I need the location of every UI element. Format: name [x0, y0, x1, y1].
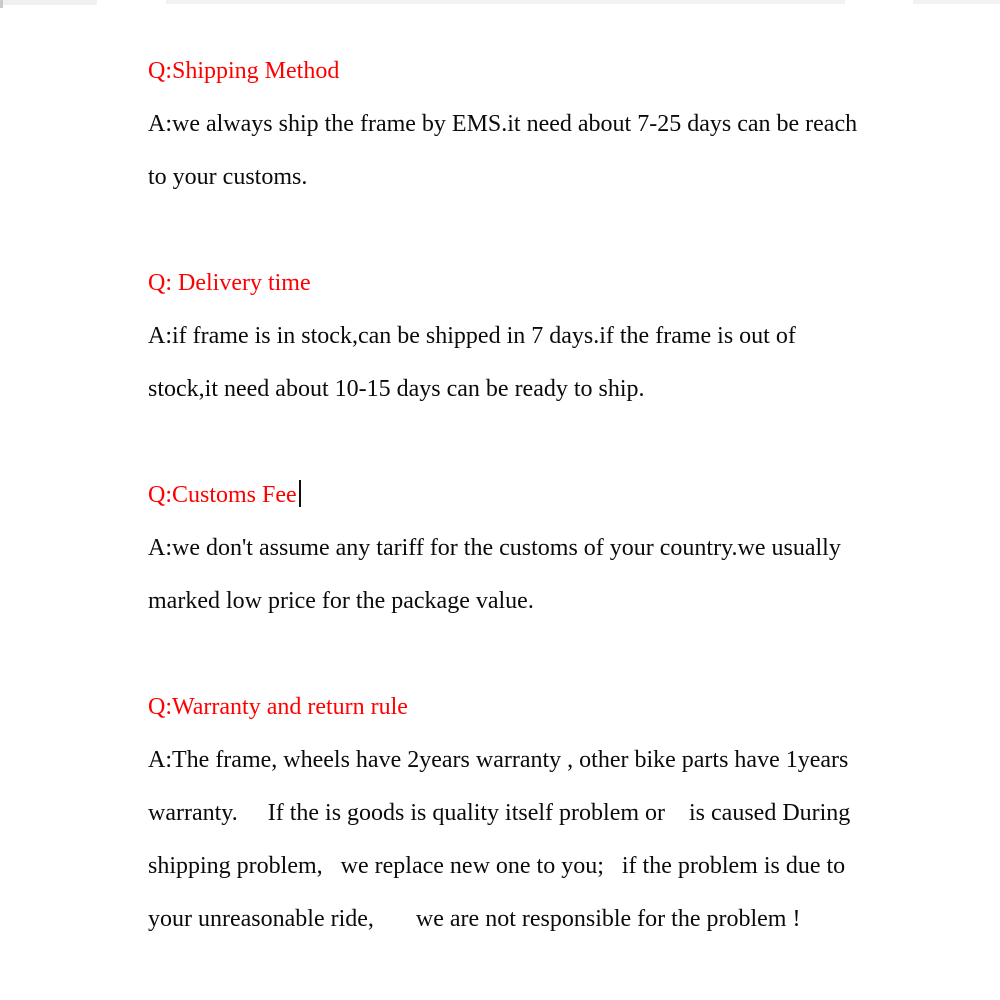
top-border-fragment: [166, 0, 845, 4]
question-heading-text: Q:Customs Fee: [148, 482, 297, 508]
faq-section-customs-fee: [0, 469, 1000, 628]
question-heading: Q:Warranty and return rule: [148, 694, 408, 720]
question-heading: Q:Shipping Method: [148, 58, 340, 84]
faq-section-shipping-method: [0, 45, 1000, 204]
top-border-fragment: [0, 0, 97, 5]
top-border-fragment: [0, 0, 3, 8]
top-border-fragment: [913, 0, 1000, 4]
faq-section-warranty: [0, 681, 1000, 946]
answer-line: A:we don't assume any tariff for the customs of your country.we usually: [148, 535, 841, 561]
faq-section-delivery-time: [0, 257, 1000, 416]
text-cursor: [299, 480, 301, 507]
answer-line: A:The frame, wheels have 2years warranty , other bike parts have 1years: [148, 747, 849, 773]
faq-document: [0, 45, 1000, 946]
answer-line: stock,it need about 10-15 days can be ready to ship.: [148, 376, 645, 402]
answer-line: A:if frame is in stock,can be shipped in 7 days.if the frame is out of: [148, 323, 796, 349]
answer-line: to your customs.: [148, 164, 308, 190]
answer-line: A:we always ship the frame by EMS.it need about 7-25 days can be reach: [148, 111, 858, 137]
question-heading: [0, 469, 1000, 522]
answer-line: warranty. If the is goods is quality itself problem or is caused During: [148, 800, 851, 826]
answer-line: your unreasonable ride, we are not responsible for the problem !: [148, 906, 801, 932]
question-heading: Q: Delivery time: [148, 270, 311, 296]
answer-line: shipping problem, we replace new one to you; if the problem is due to: [148, 853, 846, 879]
answer-line: marked low price for the package value.: [148, 588, 534, 614]
